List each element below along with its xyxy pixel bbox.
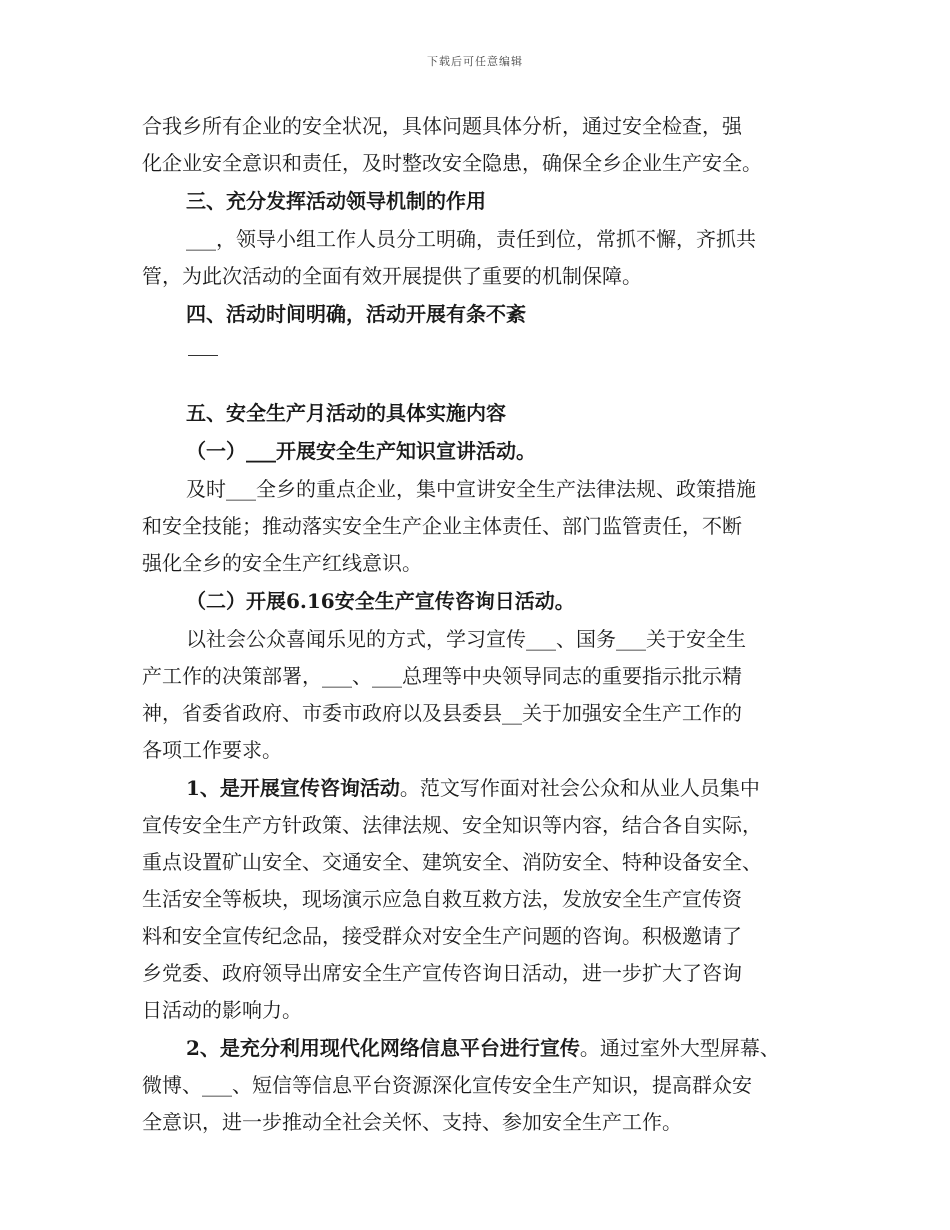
- text-line: 生活安全等板块，现场演示应急自救互救方法，发放安全生产宣传资: [142, 887, 742, 911]
- paragraph-2: [142, 221, 832, 295]
- document-body: [142, 108, 832, 1142]
- text-run: 。通过室外大型屏幕、: [579, 1036, 780, 1060]
- text-line: [142, 1030, 832, 1067]
- item-1-lead: 1、是开展宣传咨询活动: [186, 776, 400, 800]
- subheading-1: （一）___开展安全生产知识宣讲活动。: [186, 439, 536, 463]
- subheading-2: （二）开展6.16安全生产宣传咨询日活动。: [186, 589, 575, 613]
- text-line: 和安全技能；推动落实安全生产企业主体责任、部门监管责任，不断: [142, 514, 742, 538]
- text-line: 神，省委省政府、市委市政府以及县委县__关于加强安全生产工作的: [142, 701, 742, 725]
- text-line: 全意识，进一步推动全社会关怀、支持、参加安全生产工作。: [142, 1110, 682, 1134]
- text-line: 微博、___、短信等信息平台资源深化宣传安全生产知识，提高群众安: [142, 1073, 752, 1097]
- heading-3: 三、充分发挥活动领导机制的作用: [186, 189, 486, 213]
- blank-underline: [188, 355, 218, 356]
- text-line: 及时___全乡的重点企业，集中宣讲安全生产法律法规、政策措施: [186, 477, 756, 501]
- paragraph-3: [142, 471, 832, 582]
- text-line: 强化全乡的安全生产红线意识。: [142, 551, 422, 575]
- text-run: 。范文写作面对社会公众和从业人员集中: [399, 776, 760, 800]
- text-line: 化企业安全意识和责任，及时整改安全隐患，确保全乡企业生产安全。: [142, 151, 762, 175]
- page-header: 下载后可任意编辑: [427, 55, 523, 68]
- text-line: 重点设置矿山安全、交通安全、建筑安全、消防安全、特种设备安全、: [142, 850, 762, 874]
- paragraph-6: [142, 1030, 832, 1141]
- paragraph-4: [142, 621, 832, 769]
- text-line: 料和安全宣传纪念品，接受群众对安全生产问题的咨询。积极邀请了: [142, 924, 742, 948]
- text-line: 管，为此次活动的全面有效开展提供了重要的机制保障。: [142, 264, 642, 288]
- paragraph-5: [142, 770, 832, 1029]
- text-line: 以社会公众喜闻乐见的方式，学习宣传___、国务___关于安全生: [186, 627, 746, 651]
- text-line: ___，领导小组工作人员分工明确，责任到位，常抓不懈，齐抓共: [186, 227, 756, 251]
- text-line: [142, 770, 832, 807]
- text-line: 宣传安全生产方针政策、法律法规、安全知识等内容，结合各自实际，: [142, 813, 762, 837]
- item-2-lead: 2、是充分利用现代化网络信息平台进行宣传: [186, 1036, 580, 1060]
- text-line: 日活动的影响力。: [142, 998, 302, 1022]
- text-line: 各项工作要求。: [142, 738, 282, 762]
- paragraph-1: [142, 108, 832, 182]
- text-line: 产工作的决策部署，___、___总理等中央领导同志的重要指示批示精: [142, 664, 742, 688]
- heading-5: 五、安全生产月活动的具体实施内容: [186, 401, 506, 425]
- text-line: 乡党委、政府领导出席安全生产宣传咨询日活动，进一步扩大了咨询: [142, 961, 742, 985]
- heading-4: 四、活动时间明确，活动开展有条不紊: [186, 302, 526, 326]
- text-line: 合我乡所有企业的安全状况，具体问题具体分析，通过安全检查，强: [142, 114, 742, 138]
- blank-line: [142, 355, 832, 395]
